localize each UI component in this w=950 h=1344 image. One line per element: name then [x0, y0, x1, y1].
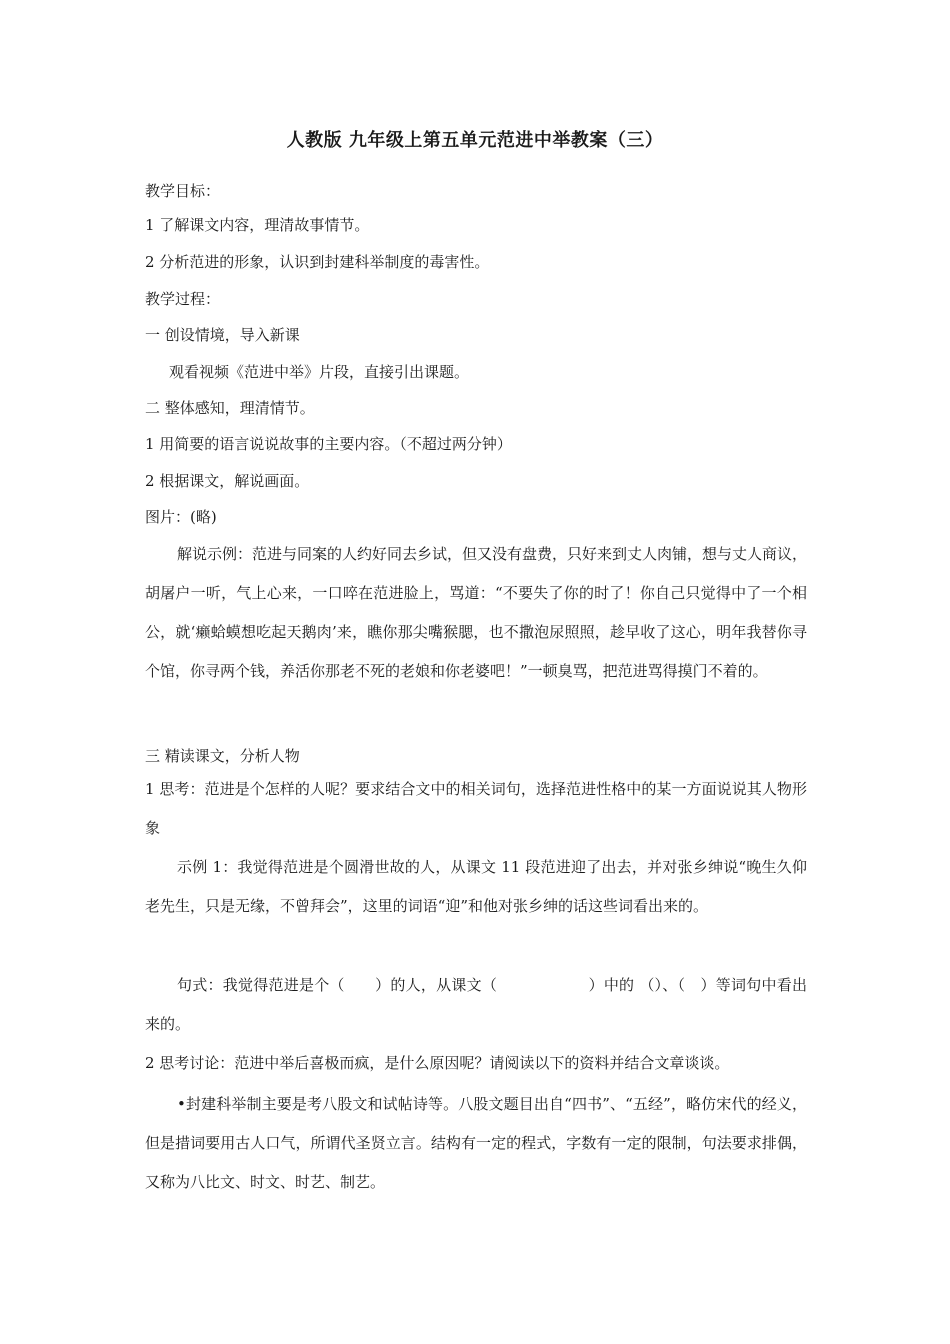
question-1: 1 思考：范进是个怎样的人呢？要求结合文中的相关词句，选择范进性格中的某一方面说说其人物形象 — [145, 780, 807, 837]
goals-heading: 教学目标： — [145, 182, 221, 200]
process-heading: 教学过程： — [145, 290, 221, 308]
section-3-heading: 三 精读课文，分析人物 — [145, 747, 300, 765]
goal-item-2: 2 分析范进的形象，认识到封建科举制度的毒害性。 — [145, 253, 490, 271]
section-2-item-2: 2 根据课文，解说画面。 — [145, 472, 310, 490]
section-2-heading: 二 整体感知，理清情节。 — [145, 399, 315, 417]
sentence-pattern: 句式：我觉得范进是个（ ）的人，从课文（ ）中的 （）、（ ）等词句中看出来的。 — [145, 976, 807, 1033]
section-2-item-1: 1 用简要的语言说说故事的主要内容。（不超过两分钟） — [145, 435, 512, 453]
section-1-heading: 一 创设情境，导入新课 — [145, 326, 300, 344]
goal-item-1: 1 了解课文内容，理清故事情节。 — [145, 216, 370, 234]
picture-note: 图片：(略) — [145, 508, 217, 526]
document-title: 人教版 九年级上第五单元范进中举教案（三） — [286, 130, 664, 151]
commentary-example: 解说示例：范进与同案的人约好同去乡试，但又没有盘费，只好来到丈人肉铺，想与丈人商议，胡屠户一听，气上心来，一口啐在范进脸上，骂道：“不要失了你的时了！你自己只觉得中了一个相公，就‘癞蛤蟆想吃起天鹅肉’来，瞧你那尖嘴猴腮，也不撒泡尿照照，趁早收了这心，明年我替你寻个馆，你寻两个钱，养活你那老不死的老娘和你老婆吧！”一顿臭骂，把范进骂得摸门不着的。 — [145, 545, 808, 680]
section-1-text: 观看视频《范进中举》片段，直接引出课题。 — [169, 363, 470, 381]
question-2: 2 思考讨论：范进中举后喜极而疯，是什么原因呢？请阅读以下的资料并结合文章谈谈。 — [145, 1054, 730, 1072]
material-1: •封建科举制主要是考八股文和试帖诗等。八股文题目出自“四书”、“五经”，略仿宋代的经义，但是措词要用古人口气，所谓代圣贤立言。结构有一定的程式，字数有一定的限制，句法要求排偶，又称为八比文、时文、时艺、制艺。 — [145, 1095, 807, 1191]
example-1: 示例 1：我觉得范进是个圆滑世故的人，从课文 11 段范进迎了出去，并对张乡绅说“晚生久仰老先生，只是无缘，不曾拜会”，这里的词语“迎”和他对张乡绅的话这些词看出来的。 — [145, 858, 807, 915]
